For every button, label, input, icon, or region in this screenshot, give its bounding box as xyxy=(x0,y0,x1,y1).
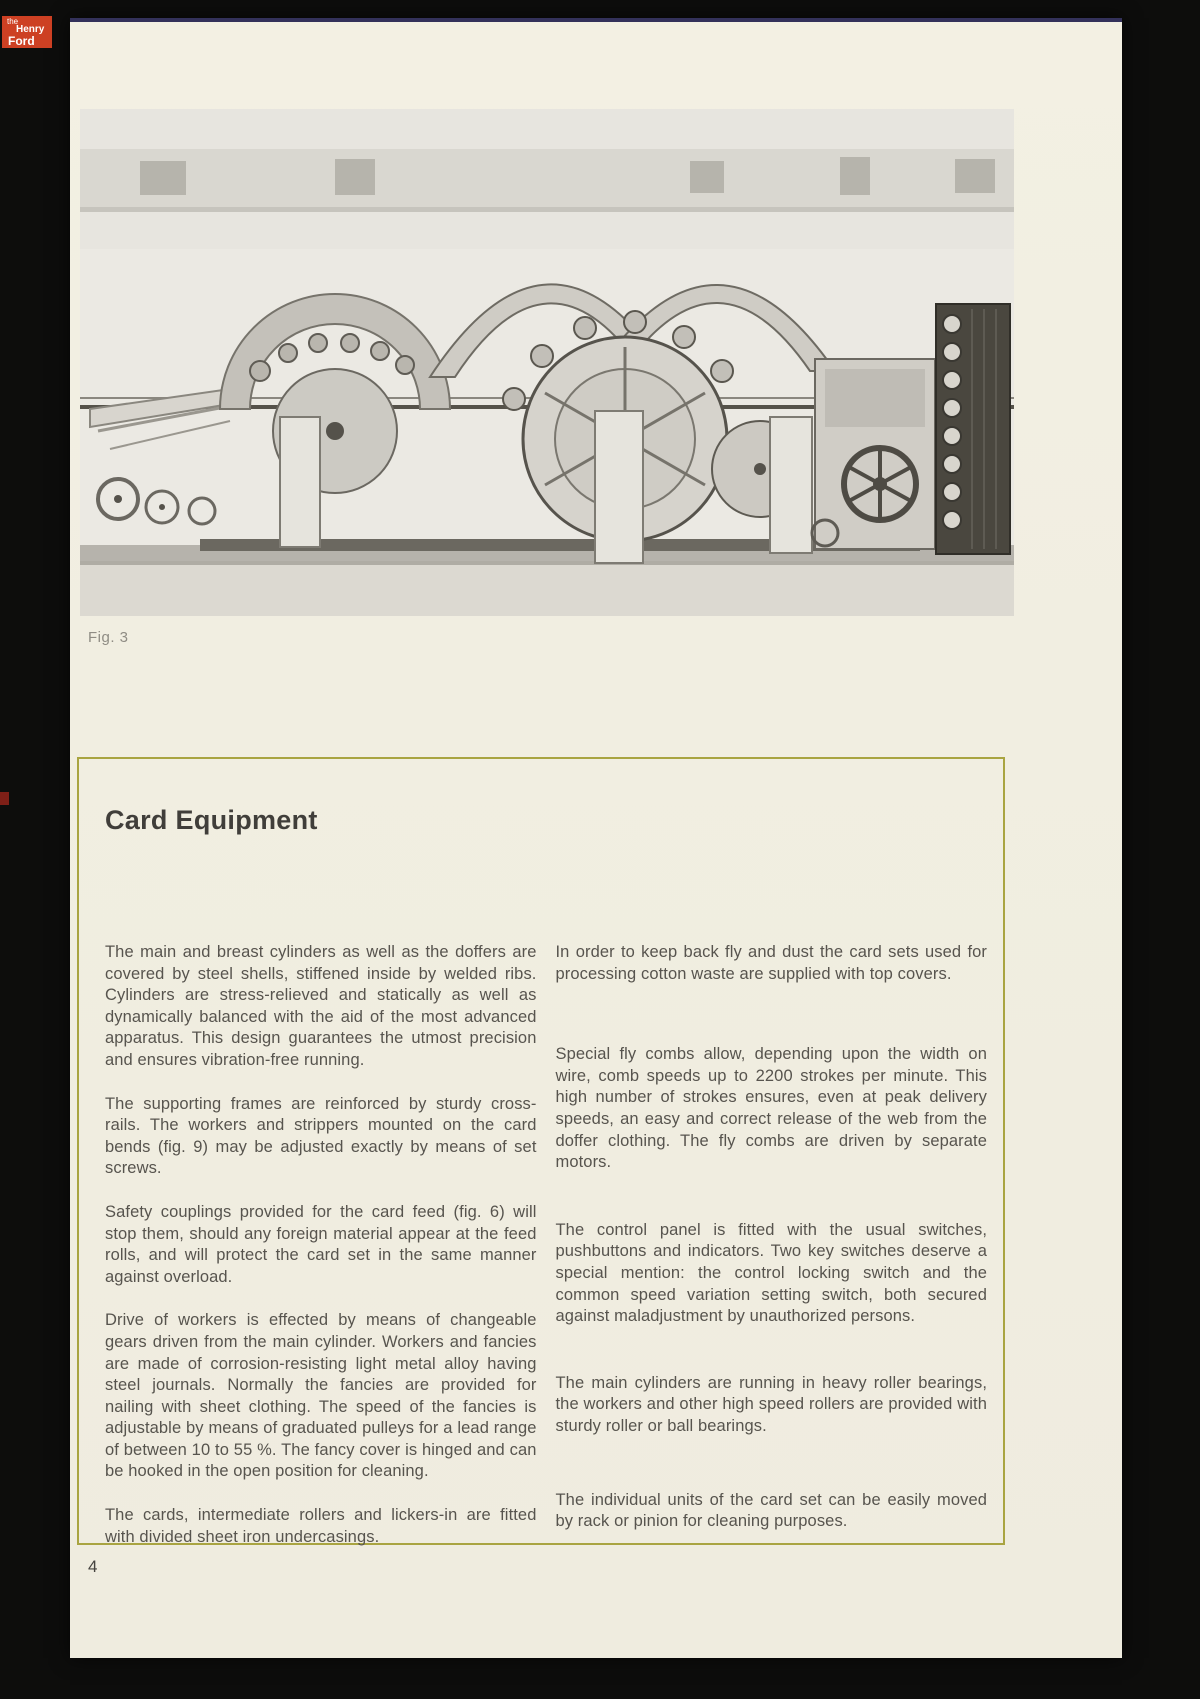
scanned-page xyxy=(70,18,1122,1658)
article-box xyxy=(77,757,1005,1545)
left-paragraph-2: The supporting frames are reinforced by sturdy cross-rails. The workers and strippers mounted on the card bends (fig. 9) may be adjusted exactly by means of set screws. xyxy=(105,1094,537,1178)
left-column xyxy=(105,942,537,1570)
article-title: Card Equipment xyxy=(105,805,318,835)
scan-artifact xyxy=(0,792,9,805)
left-paragraph-4: Drive of workers is effected by means of changeable gears driven from the main cylinder. Workers and fancies are made of corrosion-resisting light metal alloy having steel journals. Normally the fancies are provided for nailing with sheet clothing. The speed of the fancies is adjustable by means of graduated pulleys for a lead range of between 10 to 55 %. The fancy cover is hinged and can be hooked in the open position for cleaning. xyxy=(105,1311,537,1481)
left-paragraph-5: The cards, intermediate rollers and lickers-in are fitted with divided sheet iron undercasings. xyxy=(105,1506,537,1546)
figure-caption: Fig. 3 xyxy=(88,629,129,646)
logo-text-the: the xyxy=(7,17,19,26)
right-column xyxy=(556,942,988,1570)
logo-text-henry: Henry xyxy=(16,24,45,35)
right-paragraph-3: The control panel is fitted with the usual switches, pushbuttons and indicators. Two key switches deserve a special mention: the control locking switch and the common speed variation setting switch, both secured against maladjustment by unauthorized persons. xyxy=(555,1220,987,1326)
right-paragraph-5: The individual units of the card set can be easily moved by rack or pinion for cleaning purposes. xyxy=(555,1490,987,1531)
left-paragraph-1: The main and breast cylinders as well as the doffers are covered by steel shells, stiffened inside by welded ribs. Cylinders are stress-relieved and statically as well as dynamically balanced with the aid of the most advanced apparatus. This design guarantees the utmost precision and ensures vibration-free running. xyxy=(105,943,537,1069)
article-columns xyxy=(105,942,987,1570)
logo-text-ford: Ford xyxy=(8,34,35,48)
page-number: 4 xyxy=(88,1557,98,1576)
machinery-illustration xyxy=(80,109,1014,616)
right-paragraph-1: In order to keep back fly and dust the card sets used for processing cotton waste are supplied with top covers. xyxy=(555,943,987,983)
left-paragraph-3: Safety couplings provided for the card feed (fig. 6) will stop them, should any foreign material appear at the feed rolls, and will protect the card set in the same manner against overload. xyxy=(105,1202,537,1286)
figure-photo xyxy=(80,109,1014,616)
henry-ford-logo xyxy=(2,16,52,48)
right-paragraph-4: The main cylinders are running in heavy roller bearings, the workers and other high speed rollers are provided with sturdy roller or ball bearings. xyxy=(555,1373,987,1435)
right-paragraph-2: Special fly combs allow, depending upon the width on wire, comb speeds up to 2200 strokes per minute. This high number of strokes ensures, even at peak delivery speeds, an easy and correct release of the web from the doffer clothing. The fly combs are driven by separate motors. xyxy=(555,1045,987,1172)
